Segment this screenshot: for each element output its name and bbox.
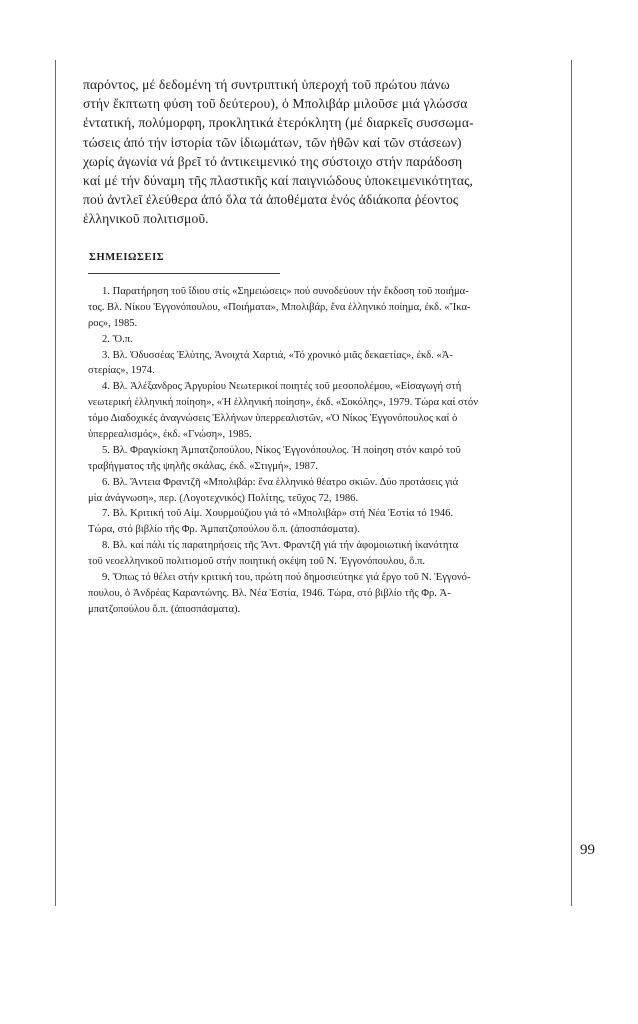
note-line: 9. Ὅπως τό θέλει στήν κριτική του, πρώτη πού δημοσιεύτηκε γιά ἔργο τοῦ Ν. Ἐγγονό-: [102, 572, 471, 584]
note-item: [88, 443, 551, 475]
notes-heading: ΣΗΜΕΙΩΣΕΙΣ: [89, 252, 165, 263]
note-line: 8. Βλ. καί πάλι τίς παρατηρήσεις τῆς Ἄντ. Φραντζῆ γιά τήν ἀφομοιωτική ἱκανότητα: [102, 540, 459, 552]
note-item: [88, 284, 551, 332]
note-item: [88, 538, 551, 570]
note-line: 5. Βλ. Φραγκίσκη Ἀμπατζοπούλου, Νίκος Ἐγγονόπουλος. Ἡ ποίηση στόν καιρό τοῦ: [102, 444, 461, 456]
left-margin-rule: [55, 60, 56, 906]
note-line: ὑπερρεαλισμός», ἐκδ. «Γνώση», 1985.: [88, 429, 252, 441]
note-item: [88, 506, 551, 538]
note-line: 2. Ὅ.π.: [102, 333, 133, 345]
note-line: στερίας», 1974.: [88, 365, 155, 377]
note-line: τοῦ νεοελληνικοῦ πολιτισμοῦ στήν ποιητική σκέψη τοῦ Ν. Ἐγγονόπουλου, ὅ.π.: [88, 556, 426, 568]
right-margin-rule: [571, 60, 572, 906]
note-line: 4. Βλ. Ἀλέξανδρος Ἀργυρίου Νεωτερικοί ποιητές τοῦ μεσοπολέμου, «Εἰσαγωγή στή: [102, 381, 462, 393]
note-line: 3. Βλ. Ὀδυσσέας Ἐλύτης, Ἀνοιχτά Χαρτιά, «Τό χρονικό μιᾶς δεκαετίας», ἐκδ. «Ἀ-: [102, 349, 453, 361]
note-line: 7. Βλ. Κριτική τοῦ Αἰμ. Χουρμούζιου γιά τό «Μπολιβάρ» στή Νέα Ἑστία τό 1946.: [102, 508, 454, 520]
body-line: παρόντος, μέ δεδομένη τή συντριπτική ὑπεροχή τοῦ πρώτου πάνω: [83, 77, 450, 92]
note-line: τος. Βλ. Νίκου Ἐγγονόπουλου, «Ποιήματα», Μπολιβάρ, ἕνα ἑλληνικό ποίημα, ἐκδ. «Ἴκα-: [88, 301, 471, 313]
note-line: Τώρα, στό βιβλίο τῆς Φρ. Ἀμπατζοπούλου ὅ.π. (ἀποσπάσματα).: [88, 524, 360, 536]
note-line: 6. Βλ. Ἄντεια Φραντζῆ «Μπολιβάρ: ἕνα ἑλληνικό θέατρο σκιῶν. Δύο προτάσεις γιά: [102, 476, 459, 488]
body-paragraph: [83, 75, 551, 229]
note-item: [88, 332, 551, 348]
note-line: μία ἀνάγνωση», περ. (Λογοτεχνικός) Πολίτης, τεῦχος 72, 1986.: [88, 492, 359, 504]
body-line: καί μέ τήν δύναμη τῆς πλαστικῆς καί παιγνιώδους ὑποκειμενικότητας,: [83, 172, 474, 188]
note-line: μπατζοπούλου ὅ.π. (ἀποσπάσματα).: [88, 603, 241, 615]
body-line: ἐντατική, πολύμορφη, προκλητικά ἑτερόκλητη (μέ διαρκεῖς συσσωμα-: [83, 115, 474, 131]
note-line: τραβήγματος τῆς ψηλῆς σκάλας, ἐκδ. «Στιγμή», 1987.: [88, 460, 318, 472]
note-line: τόμο Διαδοχικές ἀναγνώσεις Ἑλλήνων ὑπερρεαλιστῶν, «Ὁ Νίκος Ἐγγονόπουλος καί ὁ: [88, 413, 458, 425]
note-line: νεωτερική ἑλληνική ποίηση», «Ἡ ἑλληνική ποίηση», ἐκδ. «Σοκόλης», 1979. Τώρα καί στόν: [88, 397, 479, 409]
note-item: [88, 475, 551, 507]
notes-divider: [88, 273, 280, 274]
body-line: χωρίς ἀγωνία νά βρεῖ τό ἀντικειμενικό της σύστοιχο στήν παράδοση: [83, 153, 463, 169]
note-item: [88, 348, 551, 380]
body-line: πού ἀντλεῖ ἐλεύθερα ἀπό ὅλα τά ἀποθέματα ἑνός ἀδιάκοπα ῥέοντος: [83, 192, 459, 208]
note-line: 1. Παρατήρηση τοῦ ἴδιου στίς «Σημειώσεις» πού συνοδεύουν τήν ἔκδοση τοῦ ποιήμα-: [102, 286, 469, 297]
body-line: τώσεις ἀπό τήν ἱστορία τῶν ἰδιωμάτων, τῶν ἠθῶν καί τῶν στάσεων): [83, 134, 462, 150]
page-number: 99: [580, 842, 595, 858]
note-item: [88, 379, 551, 443]
note-item: [88, 570, 551, 618]
note-line: πουλου, ὁ Ἀνδρέας Καραντώνης. Βλ. Νέα Ἑστία, 1946. Τώρα, στό βιβλίο τῆς Φρ. Ἀ-: [88, 587, 451, 599]
note-line: ρος», 1985.: [88, 317, 138, 329]
notes-list: [88, 284, 551, 618]
body-line: ἑλληνικοῦ πολιτισμοῦ.: [83, 211, 209, 227]
body-line: στήν ἔκπτωτη φύση τοῦ δεύτερου), ὁ Μπολιβάρ μιλοῦσε μιά γλώσσα: [83, 96, 468, 112]
